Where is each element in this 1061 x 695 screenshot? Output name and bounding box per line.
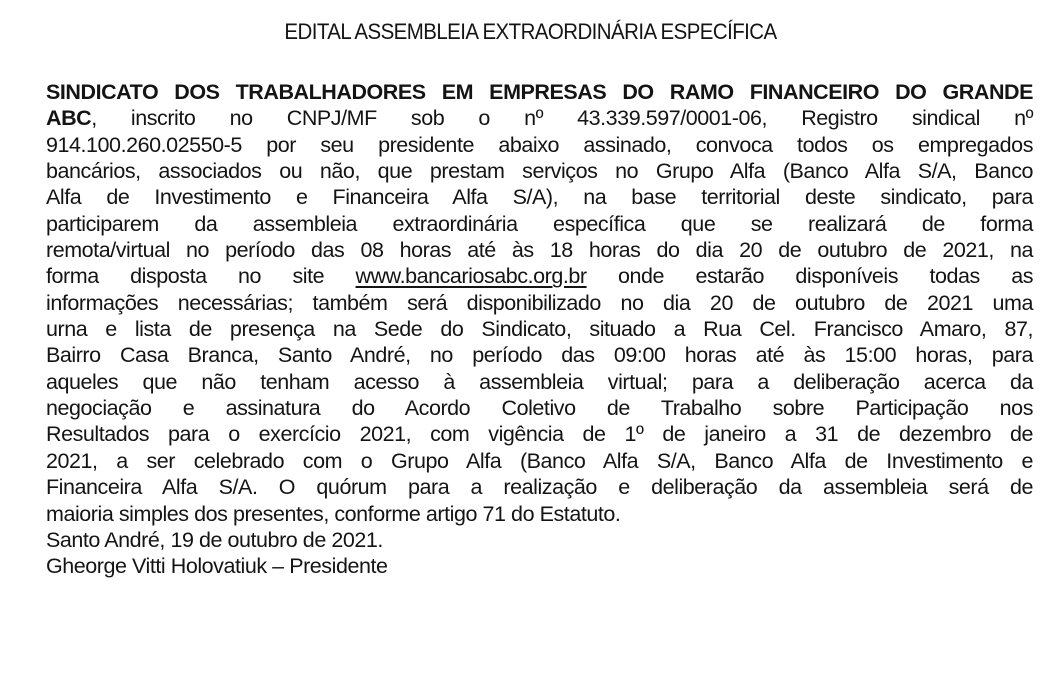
- paragraph-line-with-link: [46, 263, 1033, 289]
- paragraph-line: aqueles que não tenham acesso à assembleia virtual; para a deliberação acerca da: [46, 369, 1033, 394]
- paragraph-line: Alfa de Investimento e Financeira Alfa S/A), na base territorial deste sindicato, para: [46, 185, 1033, 210]
- paragraph-line: Resultados para o exercício 2021, com vigência de 1º de janeiro a 31 de dezembro de: [46, 422, 1033, 447]
- org-name-bold-abc: ABC: [46, 106, 92, 131]
- signature-line: Gheorge Vitti Holovatiuk – Presidente: [46, 554, 388, 579]
- paragraph-line: Financeira Alfa S/A. O quórum para a realização e deliberação da assembleia será de: [46, 475, 1033, 500]
- paragraph-line: [46, 79, 1033, 105]
- paragraph-line: 2021, a ser celebrado com o Grupo Alfa (Banco Alfa S/A, Banco Alfa de Investimento e: [46, 448, 1033, 473]
- paragraph-line: remota/virtual no período das 08 horas até às 18 horas do dia 20 de outubro de 2021, na: [46, 238, 1033, 263]
- paragraph-line-last: maioria simples dos presentes, conforme artigo 71 do Estatuto.: [46, 501, 621, 526]
- paragraph-line: [46, 105, 1033, 131]
- paragraph-line: 914.100.260.02550-5 por seu presidente abaixo assinado, convoca todos os empregados: [46, 132, 1033, 157]
- paragraph-line: urna e lista de presença na Sede do Sindicato, situado a Rua Cel. Francisco Amaro, 87,: [46, 317, 1033, 342]
- date-line: Santo André, 19 de outubro de 2021.: [46, 527, 383, 552]
- org-name-bold: SINDICATO DOS TRABALHADORES EM EMPRESAS DO RAMO FINANCEIRO DO GRANDE: [46, 80, 1033, 104]
- paragraph-line: informações necessárias; também será disponibilizado no dia 20 de outubro de 2021 uma: [46, 290, 1033, 315]
- document-title: EDITAL ASSEMBLEIA EXTRAORDINÁRIA ESPECÍFICA: [284, 19, 777, 44]
- paragraph-text: forma disposta no site: [46, 264, 325, 289]
- document-body: [46, 79, 1033, 580]
- paragraph-line: Bairro Casa Branca, Santo André, no período das 09:00 horas até às 15:00 horas, para: [46, 343, 1033, 368]
- paragraph-line: negociação e assinatura do Acordo Coletivo de Trabalho sobre Participação nos: [46, 396, 1033, 421]
- paragraph-line: bancários, associados ou não, que prestam serviços no Grupo Alfa (Banco Alfa S/A, Banco: [46, 159, 1033, 184]
- paragraph-text: , inscrito no CNPJ/MF sob o nº 43.339.597/0001-06, Registro sindical nº: [91, 106, 1033, 131]
- paragraph-text: onde estarão disponíveis todas as: [618, 264, 1034, 289]
- paragraph-line: participarem da assembleia extraordinária específica que se realizará de forma: [46, 211, 1033, 236]
- site-link[interactable]: www.bancariosabc.org.br: [355, 264, 587, 289]
